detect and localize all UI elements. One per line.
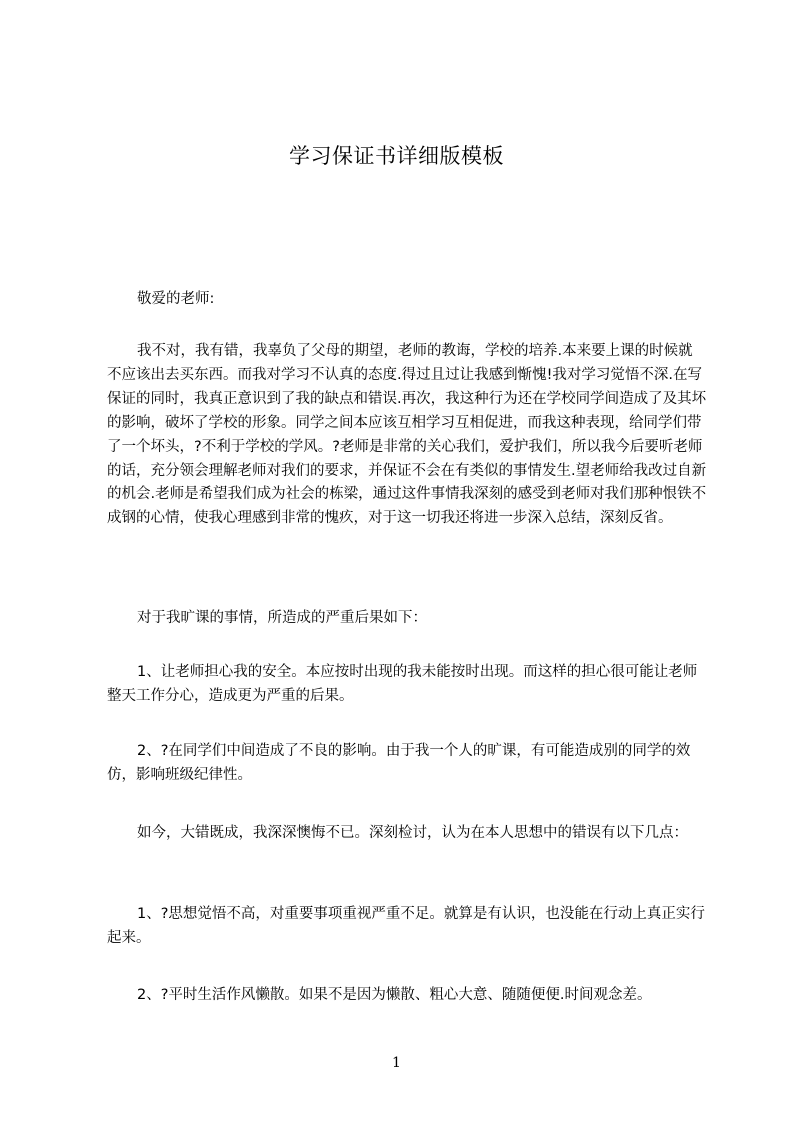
paragraph-consequence-2: 2、?在同学们中间造成了不良的影响。由于我一个人的旷课，有可能造成别的同学的效仿，影响班级纪律性。 [107, 743, 691, 783]
paragraph-consequence-1: 1、让老师担心我的安全。本应按时出现的我未能按时出现。而这样的担心很可能让老师整天工作分心，造成更为严重的后果。 [107, 664, 698, 704]
greeting: 敬爱的老师: [137, 291, 215, 307]
paragraph-apology: 我不对，我有错，我辜负了父母的期望，老师的教诲，学校的培养.本来要上课的时候就不应该出去买东西。而我对学习不认真的态度.得过且过让我感到惭愧!我对学习觉悟不深.在写保证的同时，我真正意识到了我的缺点和错误.再次，我这种行为还在学校同学间造成了及其坏的影响，破坏了学校的形象。同学之间本应该互相学习互相促进，而我这种表现，给同学们带了一个坏头，?不利于学校的学风。?老师是非常的关心我们，爱护我们，所以我今后要听老师的话，充分领会理解老师对我们的要求，并保证不会在有类似的事情发生.望老师给我改过自新的机会.老师是希望我们成为社会的栋梁，通过这件事情我深刻的感受到老师对我们那种恨铁不成钢的心情，使我心理感到非常的愧疚，对于这一切我还将进一步深入总结，深刻反省。 [107, 343, 707, 527]
paragraph-fault-2: 2、?平时生活作风懒散。如果不是因为懒散、粗心大意、随随便便.时间观念差。 [137, 987, 652, 1003]
paragraph-reflection-intro: 如今，大错既成，我深深懊悔不已。深刻检讨，认为在本人思想中的错误有以下几点： [137, 825, 688, 841]
document-title: 学习保证书详细版模板 [289, 144, 504, 168]
page-number: 1 [392, 1055, 401, 1071]
paragraph-fault-1: 1、?思想觉悟不高，对重要事项重视严重不足。就算是有认识，也没能在行动上真正实行起来。 [107, 906, 705, 946]
paragraph-consequences-intro: 对于我旷课的事情，所造成的严重后果如下： [137, 610, 427, 626]
